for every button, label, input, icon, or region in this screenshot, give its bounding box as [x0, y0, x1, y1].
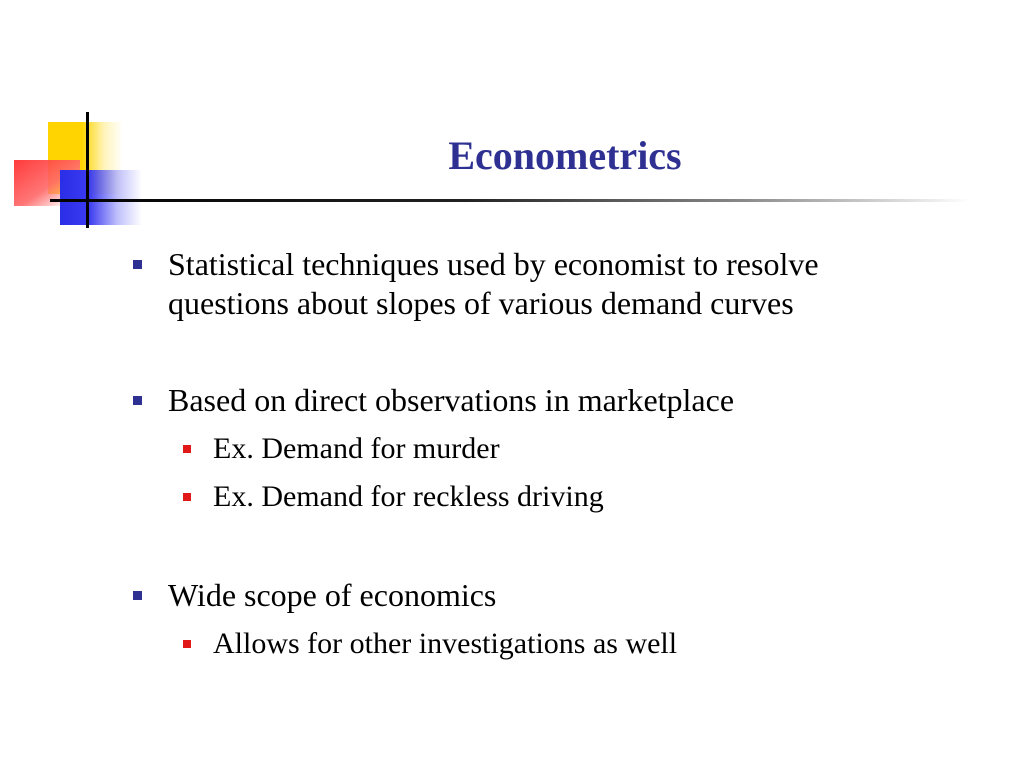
sub-bullet-item [180, 431, 940, 467]
sub-bullet-text: Ex. Demand for reckless driving [213, 480, 604, 513]
bullet-item [128, 576, 948, 615]
sub-bullet-item [180, 479, 940, 515]
bullet-text-line2: questions about slopes of various demand curves [168, 285, 794, 321]
bullet-item [128, 245, 948, 323]
blue-square-decoration [60, 170, 142, 225]
corner-logo-decoration [0, 0, 150, 240]
square-bullet-icon [133, 260, 142, 269]
bullet-item [128, 381, 948, 420]
square-sub-bullet-icon [183, 445, 191, 453]
square-sub-bullet-icon [183, 493, 191, 501]
bullet-text: Based on direct observations in marketplace [168, 382, 735, 418]
vertical-rule-decoration [86, 112, 89, 228]
bullet-text-line1: Statistical techniques used by economist to resolve [168, 246, 819, 282]
square-bullet-icon [133, 396, 142, 405]
sub-bullet-item [180, 626, 940, 662]
sub-bullet-text: Allows for other investigations as well [213, 627, 678, 660]
bullet-text: Wide scope of economics [168, 577, 497, 613]
square-bullet-icon [133, 591, 142, 600]
slide-title: Econometrics [448, 133, 682, 178]
square-sub-bullet-icon [183, 640, 191, 648]
title-underline-rule [50, 199, 970, 202]
sub-bullet-text: Ex. Demand for murder [213, 432, 500, 465]
